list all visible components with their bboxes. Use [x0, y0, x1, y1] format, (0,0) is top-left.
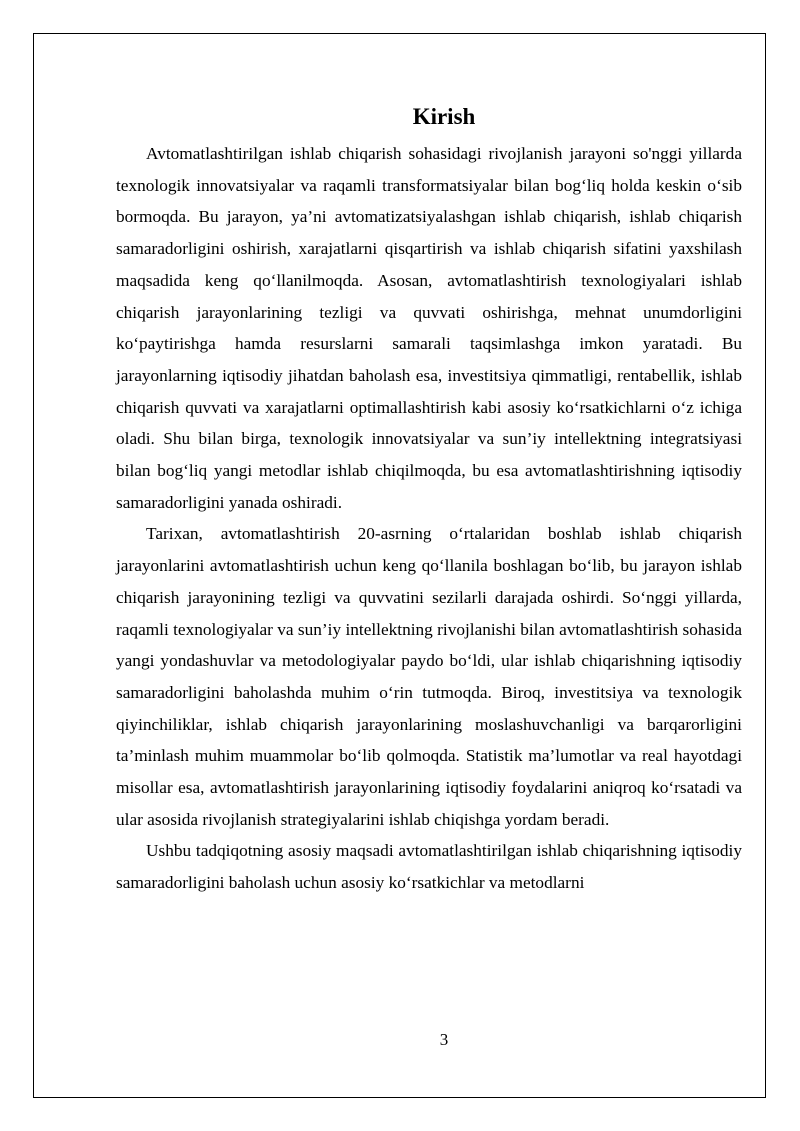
page-content [116, 98, 742, 899]
section-title: Kirish [412, 104, 476, 129]
page-number: 3 [439, 1030, 449, 1049]
paragraph-3: Ushbu tadqiqotning asosiy maqsadi avtomatlashtirilgan ishlab chiqarishning iqtisodiy samaradorligini baholash uchun asosiy ko‘rsatkichlar va metodlarni [116, 841, 742, 893]
paragraph-1: Avtomatlashtirilgan ishlab chiqarish sohasidagi rivojlanish jarayoni so'nggi yillarda texnologik innovatsiyalar va raqamli transformatsiyalar bilan bog‘liq holda keskin o‘sib bormoqda. Bu jarayon, ya’ni avtomatizatsiyalashgan ishlab chiqarish, ishlab chiqarish samaradorligini oshirish, xarajatlarni qisqartirish va ishlab chiqarish sifatini yaxshilash maqsadida keng qo‘llanilmoqda. Asosan, avtomatlashtirish texnologiyalari ishlab chiqarish jarayonlarining tezligi va quvvati oshirishga, mehnat unumdorligini ko‘paytirishga hamda resurslarni samarali taqsimlashga imkon yaratadi. Bu jarayonlarning iqtisodiy jihatdan baholash esa, investitsiya qimmatligi, rentabellik, ishlab chiqarish quvvati va xarajatlarni optimallashtirish kabi asosiy ko‘rsatkichlarni o‘z ichiga oladi. Shu bilan birga, texnologik innovatsiyalar va sun’iy intellektning integratsiyasi bilan bog‘liq yangi metodlar ishlab chiqilmoqda, bu esa avtomatlashtirishning iqtisodiy samaradorligini yanada oshiradi. [116, 144, 742, 512]
paragraph-2: Tarixan, avtomatlashtirish 20-asrning o‘rtalaridan boshlab ishlab chiqarish jarayonlarini avtomatlashtirish uchun keng qo‘llanila boshlagan bo‘lib, bu jarayon ishlab chiqarish jarayonining tezligi va quvvatini sezilarli darajada oshirdi. So‘nggi yillarda, raqamli texnologiyalar va sun’iy intellektning rivojlanishi bilan avtomatlashtirish sohasida yangi yondashuvlar va metodologiyalar paydo bo‘ldi, ular ishlab chiqarishning iqtisodiy samaradorligini baholashda muhim o‘rin tutmoqda. Biroq, investitsiya va texnologik qiyinchiliklar, ishlab chiqarish jarayonlarining moslashuvchanligi va barqarorligini ta’minlash muhim muammolar bo‘lib qolmoqda. Statistik ma’lumotlar va real hayotdagi misollar esa, avtomatlashtirish jarayonlarining iqtisodiy foydalarini aniqroq ko‘rsatadi va ular asosida rivojlanish strategiyalarini ishlab chiqishga yordam beradi. [116, 524, 742, 829]
